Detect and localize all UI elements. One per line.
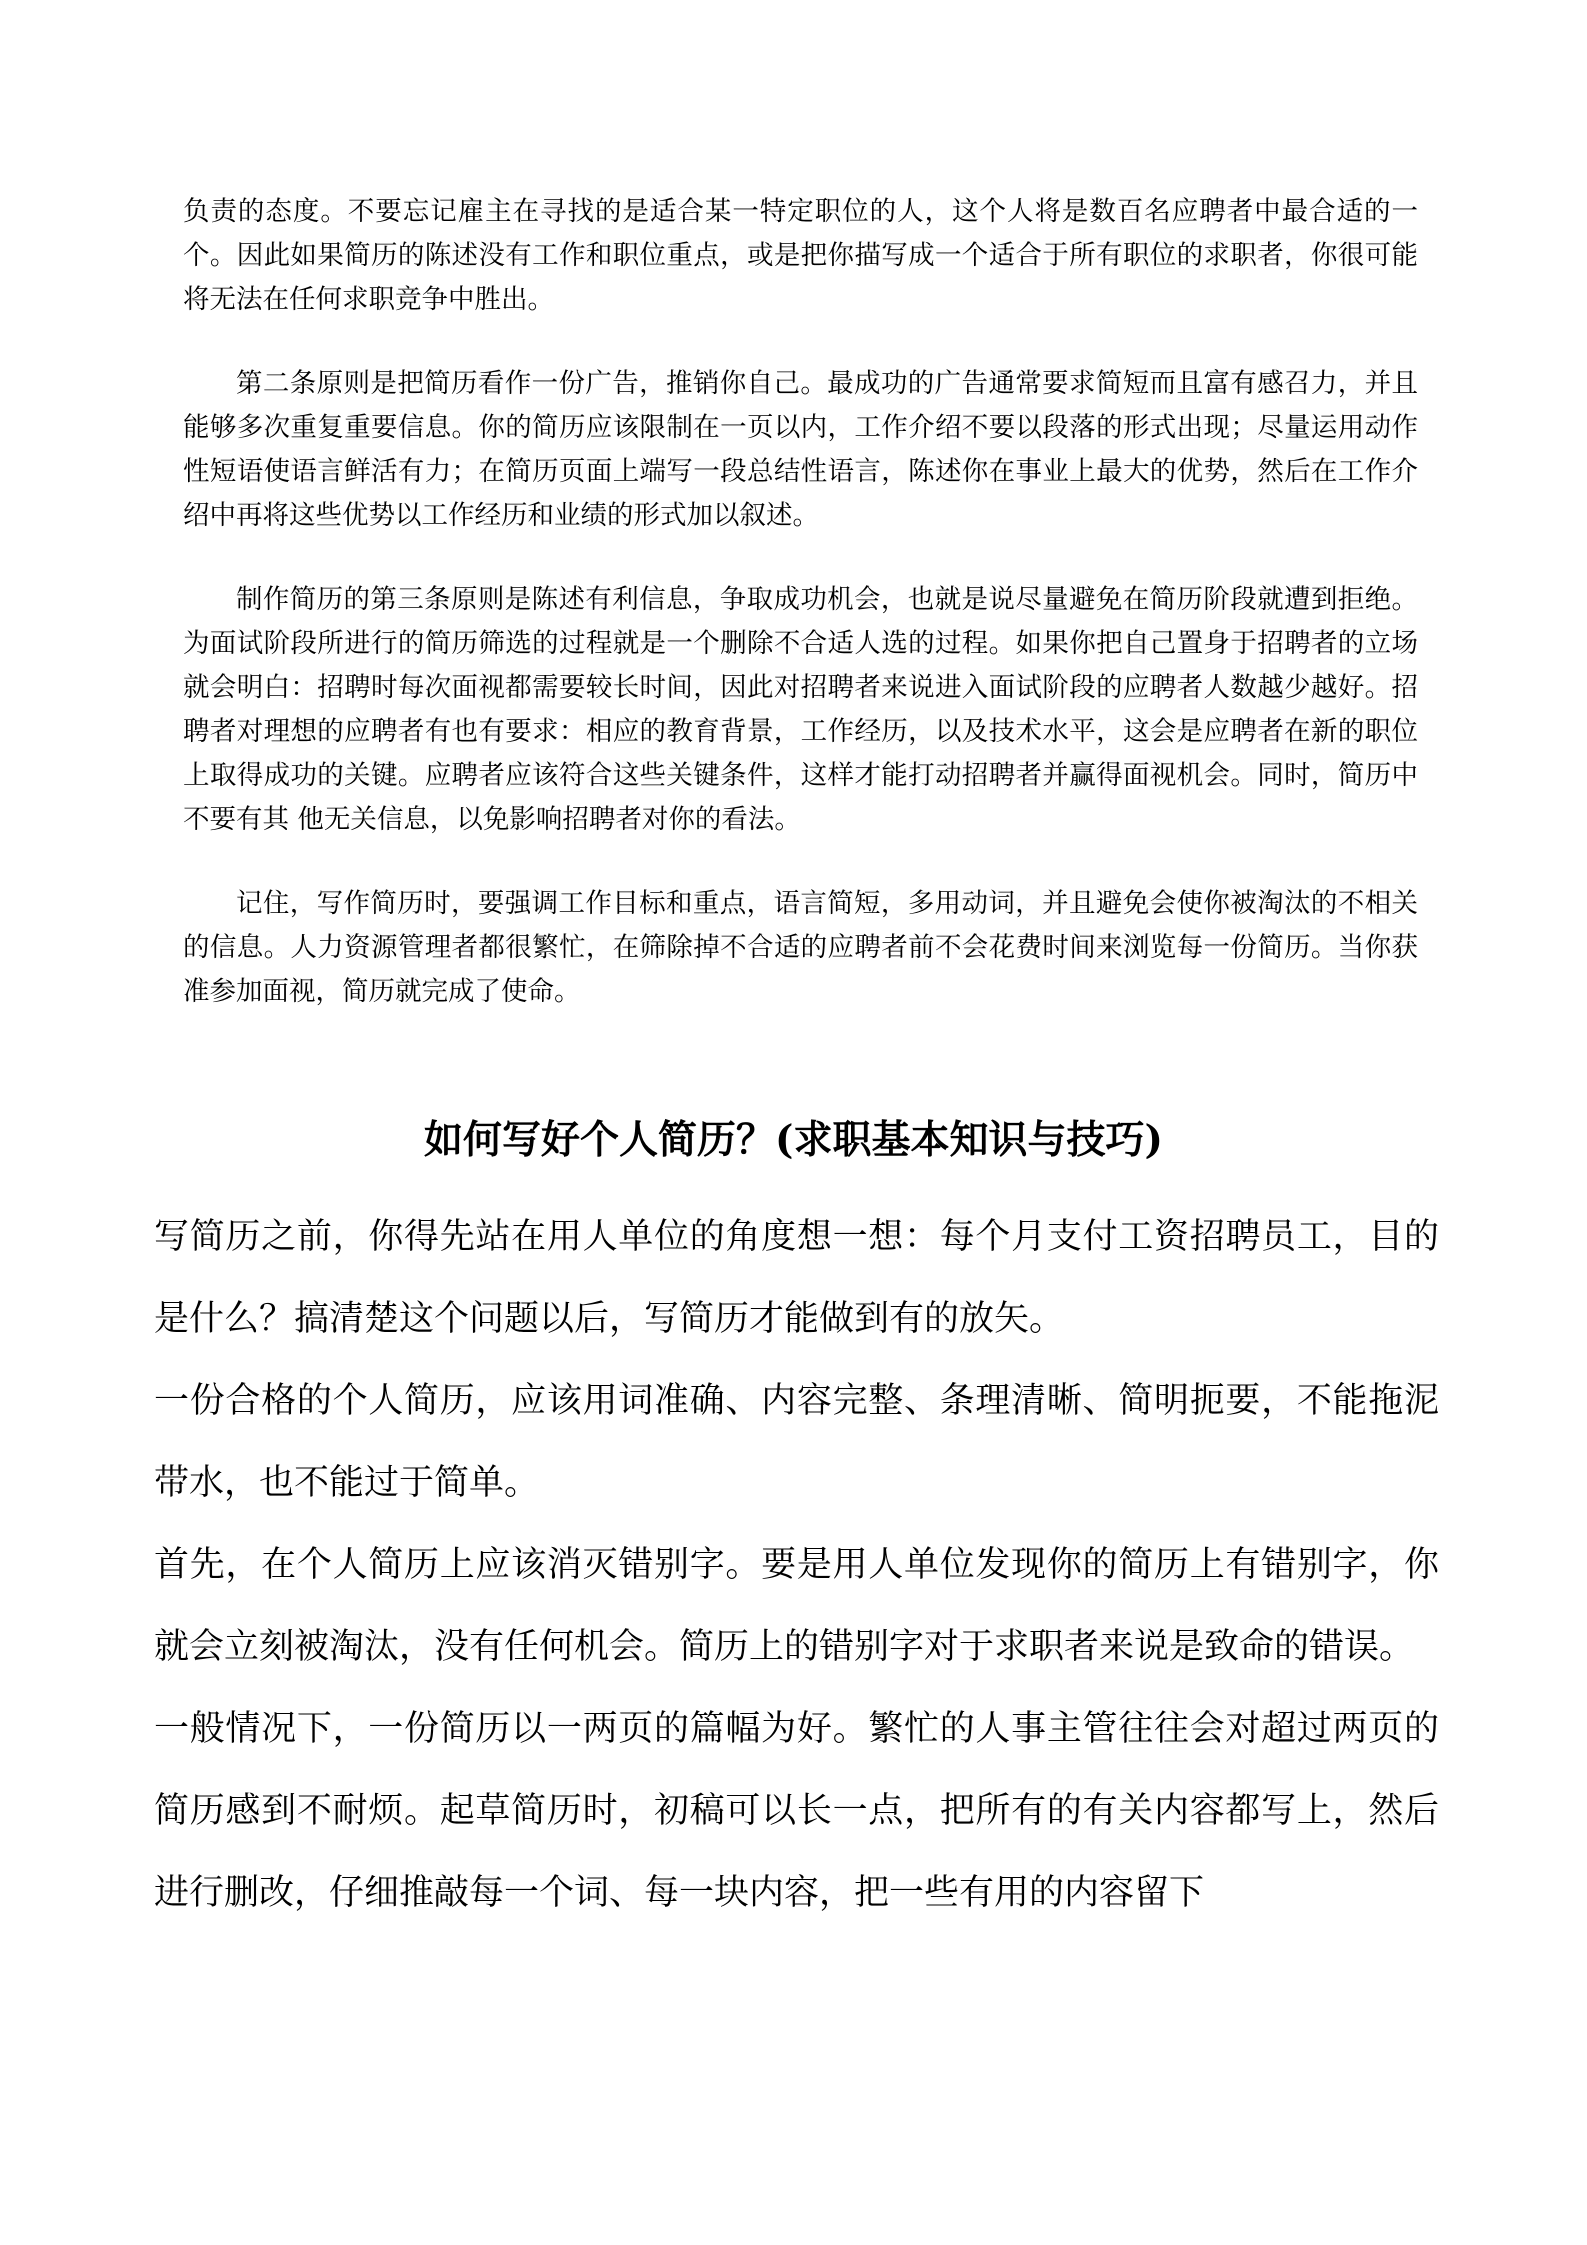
paragraph-intro: 写简历之前，你得先站在用人单位的角度想一想：每个月支付工资招聘员工，目的是什么？搞清楚这个问题以后，写简历才能做到有的放矢。 — [154, 1217, 1439, 1339]
upper-section — [183, 190, 1418, 1054]
paragraph-remember: 记住，写作简历时，要强调工作目标和重点，语言简短，多用动词，并且避免会使你被淘汰的不相关的信息。人力资源管理者都很繁忙，在筛除掉不合适的应聘者前不会花费时间来浏览每一份简历。当你获准参加面视，简历就完成了使命。 — [183, 888, 1418, 1007]
paragraph-continuation: 负责的态度。不要忘记雇主在寻找的是适合某一特定职位的人，这个人将是数百名应聘者中最合适的一个。因此如果简历的陈述没有工作和职位重点，或是把你描写成一个适合于所有职位的求职者，你很可能将无法在任何求职竞争中胜出。 — [183, 196, 1418, 315]
paragraph-qualified-resume: 一份合格的个人简历，应该用词准确、内容完整、条理清晰、简明扼要，不能拖泥带水，也不能过于简单。 — [154, 1381, 1439, 1503]
paragraph-length: 一般情况下，一份简历以一两页的篇幅为好。繁忙的人事主管往往会对超过两页的简历感到不耐烦。起草简历时，初稿可以长一点，把所有的有关内容都写上，然后进行删改，仔细推敲每一个词、每一块内容，把一些有用的内容留下 — [154, 1709, 1439, 1913]
paragraph-typos: 首先，在个人简历上应该消灭错别字。要是用人单位发现你的简历上有错别字，你就会立刻被淘汰，没有任何机会。简历上的错别字对于求职者来说是致命的错误。 — [154, 1545, 1439, 1667]
lower-section — [154, 1196, 1439, 1934]
paragraph-second-principle: 第二条原则是把简历看作一份广告，推销你自己。最成功的广告通常要求简短而且富有感召力，并且能够多次重复重要信息。你的简历应该限制在一页以内，工作介绍不要以段落的形式出现；尽量运用动作性短语使语言鲜活有力；在简历页面上端写一段总结性语言，陈述你在事业上最大的优势，然后在工作介绍中再将这些优势以工作经历和业绩的形式加以叙述。 — [183, 368, 1418, 531]
paragraph-third-principle: 制作简历的第三条原则是陈述有利信息，争取成功机会，也就是说尽量避免在简历阶段就遭到拒绝。为面试阶段所进行的简历筛选的过程就是一个删除不合适人选的过程。如果你把自己置身于招聘者的立场就会明白：招聘时每次面视都需要较长时间，因此对招聘者来说进入面试阶段的应聘者人数越少越好。招聘者对理想的应聘者有也有要求：相应的教育背景，工作经历，以及技术水平，这会是应聘者在新的职位上取得成功的关键。应聘者应该符合这些关键条件，这样才能打动招聘者并赢得面视机会。同时，简历中不要有其 他无关信息，以免影响招聘者对你的看法。 — [183, 584, 1418, 835]
article-title: 如何写好个人简历？(求职基本知识与技巧) — [424, 1117, 1163, 1163]
